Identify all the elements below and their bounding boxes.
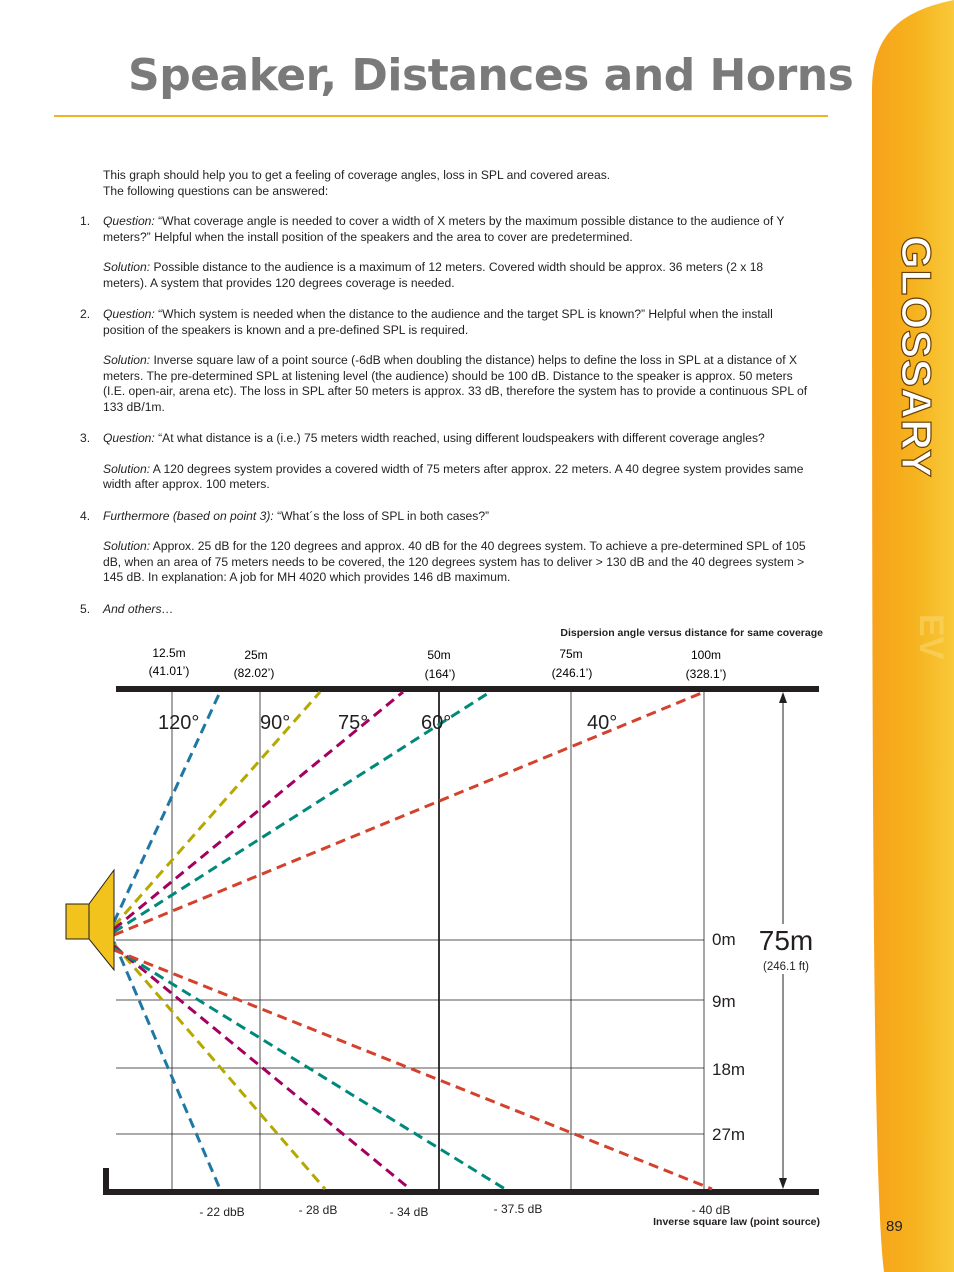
question-text: “What´s the loss of SPL in both cases?” bbox=[273, 508, 490, 523]
distance-label: 25m bbox=[244, 648, 268, 662]
coverage-width-ft: (246.1 ft) bbox=[762, 961, 810, 973]
item-number: 5. bbox=[80, 601, 91, 616]
item-number: 1. bbox=[80, 214, 91, 228]
width-label: 0m bbox=[712, 930, 736, 949]
page-number: 89 bbox=[886, 1218, 903, 1235]
coverage-60-lines bbox=[114, 692, 505, 1189]
distance-ft-label: (328.1’) bbox=[685, 667, 727, 681]
diagram-caption-top: Dispersion angle versus distance for same coverage bbox=[560, 627, 823, 639]
solution-label: Solution: bbox=[103, 539, 151, 553]
coverage-width-label: 75m bbox=[758, 925, 814, 956]
angle-label-75: 75° bbox=[338, 712, 369, 734]
question-label: Question: bbox=[103, 431, 155, 445]
question-text: “Which system is needed when the distance to the audience and the target SPL is known?” Helpful when the install position of the speakers is known and a pre-defined SPL is required. bbox=[103, 307, 773, 337]
coverage-line-lower bbox=[114, 946, 410, 1189]
distance-label: 12.5m bbox=[152, 646, 186, 660]
distance-label: 100m bbox=[690, 648, 722, 662]
distance-label: 50m bbox=[427, 648, 451, 662]
coverage-90-lines bbox=[114, 692, 325, 1189]
question-label: And others… bbox=[103, 601, 174, 616]
angle-label-60: 60° bbox=[421, 712, 452, 734]
angle-label-120: 120° bbox=[158, 712, 200, 734]
coverage-120-lines bbox=[114, 692, 220, 1189]
solution-text: A 120 degrees system provides a covered width of 75 meters after approx. 22 meters. A 40 degree system provides same width after approx. 100 meters. bbox=[103, 461, 804, 491]
angle-label-40: 40° bbox=[587, 712, 618, 734]
solution-label: Solution: bbox=[103, 353, 151, 367]
speaker-icon bbox=[66, 870, 114, 970]
spl-loss-label: - 28 dB bbox=[298, 1203, 338, 1217]
distance-ft-label: (82.02’) bbox=[233, 666, 275, 680]
spl-loss-label: - 37.5 dB bbox=[493, 1202, 543, 1216]
question-text: “What coverage angle is needed to cover a width of X meters by the maximum possible distance to the audience of Y meters?” Helpful when the install position of the speakers and the area to cover are predetermined. bbox=[103, 214, 785, 244]
spl-loss-label: - 22 dbB bbox=[199, 1205, 245, 1219]
coverage-40-lines bbox=[114, 692, 712, 1189]
width-label: 18m bbox=[712, 1060, 746, 1079]
solution-text: Approx. 25 dB for the 120 degrees and approx. 40 dB for the 40 degrees system. To achieve a pre-determined SPL of 105 dB, when an area of 75 meters needs to be covered, the 120 degrees system has to deliver > 130 dB and the 40 degrees system > 145 dB. In explanation: A job for MH 4020 which provides 146 dB maximum. bbox=[103, 539, 806, 584]
distance-ft-label: (41.01’) bbox=[148, 664, 190, 678]
solution-label: Solution: bbox=[103, 260, 151, 274]
coverage-line-lower bbox=[114, 944, 325, 1189]
top-border bbox=[116, 686, 819, 692]
question-label: Furthermore (based on point 3): bbox=[103, 508, 274, 523]
spl-loss-label: - 34 dB bbox=[389, 1205, 429, 1219]
intro-line-1: This graph should help you to get a feeling of coverage angles, loss in SPL and covered areas. bbox=[103, 168, 611, 182]
question-text: “At what distance is a (i.e.) 75 meters width reached, using different loudspeakers with different coverage angles? bbox=[154, 431, 765, 445]
width-label: 27m bbox=[712, 1125, 746, 1144]
solution-text: Inverse square law of a point source (-6dB when doubling the distance) helps to define the loss in SPL at a distance of X meters. The pre-determined SPL at listening level (the audience) should be 100 dB. Distance to the speaker is approx. 50 meters (I.E. open-air, arena etc). The loss in SPL after 50 meters is approx. 33 dB, therefore the system has to provide a continuous SPL of 133 dB/1m. bbox=[103, 353, 808, 414]
question-label: Question: bbox=[103, 214, 155, 228]
left-tick bbox=[103, 1168, 109, 1195]
distance-ft-label: (246.1’) bbox=[551, 666, 593, 680]
distance-ft-label: (164’) bbox=[424, 667, 456, 681]
side-tab-label: GLOSSARY bbox=[893, 236, 940, 479]
question-label: Question: bbox=[103, 307, 155, 321]
item-number: 4. bbox=[80, 508, 91, 523]
angle-label-90: 90° bbox=[260, 712, 291, 734]
ev-logo-watermark: EV bbox=[912, 614, 950, 660]
coverage-line-lower bbox=[114, 942, 220, 1189]
diagram-caption-bottom: Inverse square law (point source) bbox=[653, 1216, 820, 1228]
solution-label: Solution: bbox=[103, 461, 151, 476]
arrow-down-icon bbox=[779, 1178, 787, 1189]
solution-text: Possible distance to the audience is a maximum of 12 meters. Covered width should be approx. 36 meters (2 x 18 meters). A system that provides 120 degrees coverage is needed. bbox=[103, 260, 764, 290]
arrow-up-icon bbox=[779, 692, 787, 703]
item-number: 2. bbox=[80, 307, 91, 321]
width-label: 9m bbox=[712, 992, 736, 1011]
spl-loss-label: - 40 dB bbox=[691, 1203, 731, 1217]
item-number: 3. bbox=[80, 431, 91, 445]
page-title: Speaker, Distances and Horns bbox=[128, 50, 854, 101]
coverage-line-lower bbox=[114, 948, 505, 1189]
distance-label: 75m bbox=[559, 647, 583, 661]
intro-line-2: The following questions can be answered: bbox=[103, 183, 329, 198]
